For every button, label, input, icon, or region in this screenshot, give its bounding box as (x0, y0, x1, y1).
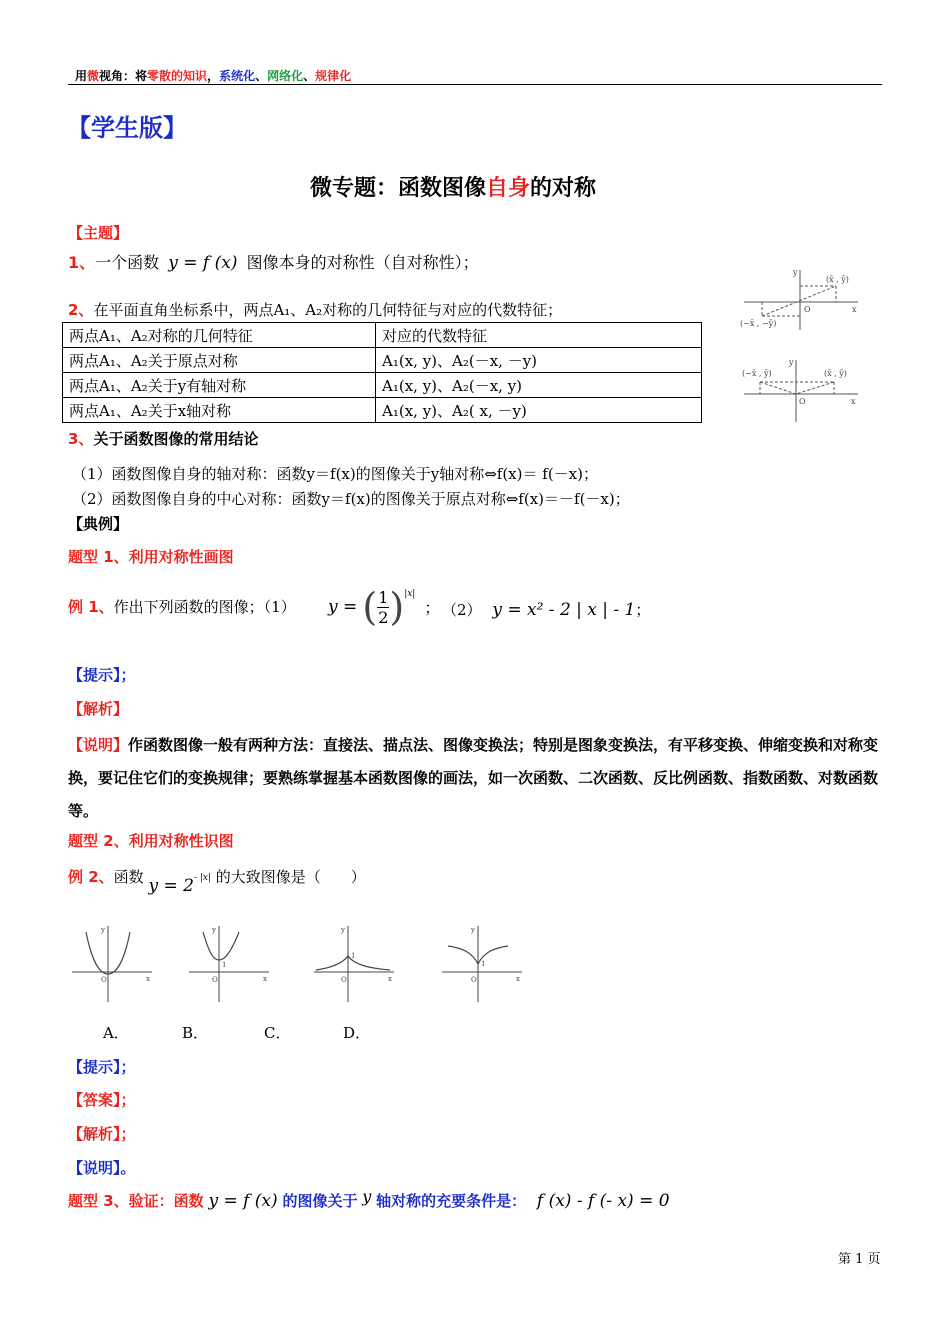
note-2: 【说明】。 (68, 1159, 136, 1177)
header-divider (68, 84, 882, 85)
type2-title: 题型 2、利用对称性识图 (68, 832, 234, 850)
table-header-row (63, 323, 702, 348)
option-d-label: D． (343, 1024, 371, 1042)
theme-item-1: 1、一个函数 y = f (x) 图像本身的对称性（自对称性）； (68, 253, 479, 273)
examples-heading: 【典例】 (68, 515, 129, 533)
theme-item-3: 3、关于函数图像的常用结论 (68, 430, 259, 448)
origin-symmetry-figure (738, 264, 868, 334)
one-label: 1 (351, 952, 356, 960)
origin-label: O (212, 976, 218, 984)
axis-y-label: y (212, 926, 216, 934)
conclusion-2: （2）函数图像自身的中心对称：函数y＝f(x)的图像关于原点对称⇔f(x)＝－f(－x)； (72, 490, 630, 508)
type1-title: 题型 1、利用对称性画图 (68, 548, 234, 566)
table-row (63, 373, 702, 398)
axis-x-label: x (851, 397, 856, 406)
origin-label: O (799, 397, 806, 406)
example-2-text: 例 2、函数 y = 2- |x| 的大致图像是（ ） (68, 868, 366, 896)
answer-2: 【答案】； (68, 1091, 136, 1109)
table-row (63, 348, 702, 373)
note-1: 【说明】作函数图像一般有两种方法：直接法、描点法、图像变换法；特别是图象变换法，有平移变换、伸缩变换和对称变换，要记住它们的变换规律；要熟练掌握基本函数图像的画法，如一次函数、二次函数、反比例函数、指数函数、对数函数等。 (68, 736, 879, 820)
point-label: (x̄ , ȳ) (824, 369, 847, 378)
origin-label: O (341, 976, 347, 984)
point-label: (x̄ , ȳ) (826, 275, 849, 284)
one-label: 1 (222, 961, 227, 969)
example-1-formula-2: （2） y = x² - 2 | x | - 1； (442, 600, 651, 620)
table-cell: A₁(x, y)、A₂(－x, y) (376, 373, 702, 398)
table-cell: 两点A₁、A₂关于y有轴对称 (63, 373, 376, 398)
example-1-text: 例 1、作出下列函数的图像；（1） (68, 598, 296, 616)
page-header: 用微视角：将零散的知识，系统化、网络化、规律化 (75, 69, 352, 83)
origin-label: O (804, 305, 811, 314)
axis-x-label: x (263, 975, 267, 983)
option-c-label: C． (264, 1024, 291, 1042)
option-c-graph (310, 922, 398, 1006)
page-number: 第 1 页 (838, 1252, 881, 1267)
axis-x-label: x (388, 975, 392, 983)
table-cell: 两点A₁、A₂关于原点对称 (63, 348, 376, 373)
axis-y-label: y (101, 926, 105, 934)
one-label: 1 (481, 960, 486, 968)
example-1-formula-1: y = ( $\frac{1}{2}$ )$^{|x|}$ ； (328, 585, 440, 629)
table-header-cell: 两点A₁、A₂对称的几何特征 (63, 323, 376, 348)
axis-y-label: y (341, 926, 345, 934)
page-title: 微专题：函数图像自身的对称 (310, 176, 597, 201)
axis-x-label: x (852, 305, 857, 314)
axis-y-label: y (789, 358, 794, 367)
y-axis-symmetry-figure (738, 354, 868, 424)
point-label: (−x̄ , −ȳ) (740, 319, 777, 328)
table-row (63, 398, 702, 423)
table-header-cell: 对应的代数特征 (376, 323, 702, 348)
option-a-label: A． (103, 1024, 129, 1042)
symmetry-table (62, 322, 702, 423)
axis-y-label: y (793, 268, 798, 277)
theme-item-2: 2、在平面直角坐标系中，两点A₁、A₂对称的几何特征与对应的代数特征； (68, 301, 563, 319)
theme-heading: 【主题】 (68, 224, 129, 242)
option-b-graph (185, 922, 273, 1006)
edition-label: 【学生版】 (67, 114, 187, 142)
axis-y-label: y (471, 926, 475, 934)
analysis-1: 【解析】 (68, 700, 129, 718)
axis-x-label: x (516, 975, 520, 983)
analysis-2: 【解析】； (68, 1125, 136, 1143)
table-cell: 两点A₁、A₂关于x轴对称 (63, 398, 376, 423)
table-cell: A₁(x, y)、A₂( x, －y) (376, 398, 702, 423)
option-d-graph (438, 922, 526, 1006)
origin-label: O (101, 976, 107, 984)
table-cell: A₁(x, y)、A₂(－x, －y) (376, 348, 702, 373)
origin-label: O (471, 976, 477, 984)
axis-x-label: x (146, 975, 150, 983)
option-a-graph (68, 922, 156, 1006)
option-b-label: B． (182, 1024, 209, 1042)
conclusion-1: （1）函数图像自身的轴对称：函数y＝f(x)的图像关于y轴对称⇔f(x)＝ f(－x)； (72, 465, 598, 483)
hint-1: 【提示】； (68, 666, 136, 684)
point-label: (−x̄ , ȳ) (742, 369, 772, 378)
hint-2: 【提示】； (68, 1058, 136, 1076)
type3-title: 题型 3、验证：函数 y = f (x) 的图像关于 y 轴对称的充要条件是： f (x) - f (- x) = 0 (68, 1187, 670, 1211)
